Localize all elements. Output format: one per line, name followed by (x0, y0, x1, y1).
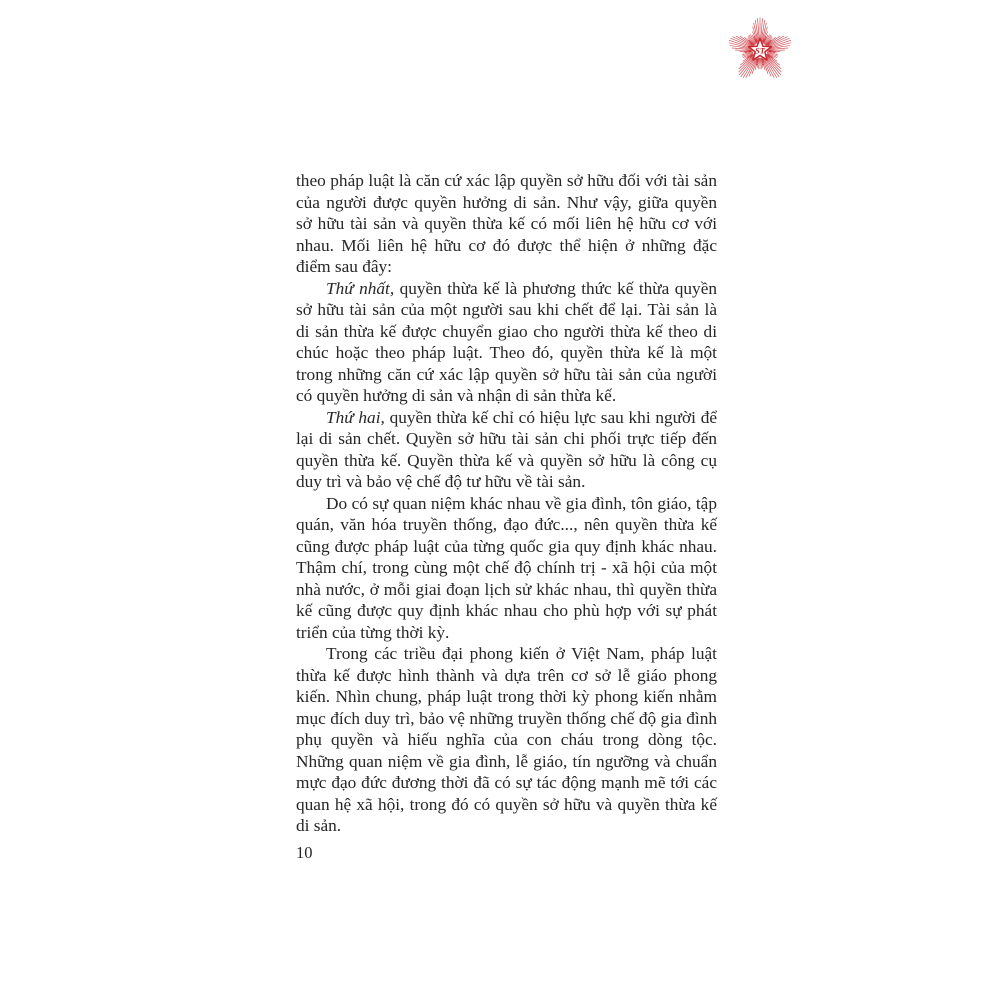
paragraph (296, 643, 717, 837)
paragraph-text: quyền thừa kế chỉ có hiệu lực sau khi người để lại di sản chết. Quyền sở hữu tài sản chi phối trực tiếp đến quyền thừa kế. Quyền thừa kế và quyền sở hữu là công cụ duy trì và bảo vệ chế độ tư hữu về tài sản. (296, 407, 718, 491)
paragraph (296, 278, 717, 407)
body-text (296, 170, 717, 837)
paragraph-text: quyền thừa kế là phương thức kế thừa quyền sở hữu tài sản của một người sau khi chết để lại. Tài sản là di sản thừa kế được chuyển giao cho người thừa kế theo di chúc hoặc theo pháp luật. Theo đó, quyền thừa kế là một trong những căn cứ xác lập quyền sở hữu tài sản của người có quyền hưởng di sản và nhận di sản thừa kế. (296, 278, 718, 405)
paragraph-lead-italic: Thứ hai, (326, 407, 385, 427)
star-burst-icon (726, 15, 794, 83)
publisher-star-logo (726, 15, 794, 83)
paragraph (296, 407, 717, 493)
page-number: 10 (296, 843, 313, 862)
paragraph-lead-italic: Thứ nhất, (326, 278, 395, 298)
publisher-monogram: ST (755, 45, 765, 56)
paragraph-text: Do có sự quan niệm khác nhau về gia đình, tôn giáo, tập quán, văn hóa truyền thống, đạo đức..., nên quyền thừa kế cũng được pháp luật của từng quốc gia quy định khác nhau. Thậm chí, trong cùng một chế độ chính trị - xã hội của một nhà nước, ở mỗi giai đoạn lịch sử khác nhau, thì quyền thừa kế cũng được quy định khác nhau cho phù hợp với sự phát triển của từng thời kỳ. (296, 493, 717, 642)
paragraph-text: Trong các triều đại phong kiến ở Việt Nam, pháp luật thừa kế được hình thành và dựa trên cơ sở lễ giáo phong kiến. Nhìn chung, pháp luật trong thời kỳ phong kiến nhằm mục đích duy trì, bảo vệ những truyền thống chế độ gia đình phụ quyền và hiếu nghĩa của con cháu trong dòng tộc. Những quan niệm về gia đình, lễ giáo, tín ngưỡng và chuẩn mực đạo đức đương thời đã có sự tác động mạnh mẽ tới các quan hệ xã hội, trong đó có quyền sở hữu và quyền thừa kế di sản. (296, 644, 717, 835)
paragraph-text: theo pháp luật là căn cứ xác lập quyền sở hữu đối với tài sản của người được quyền hưởng di sản. Như vậy, giữa quyền sở hữu tài sản và quyền thừa kế có mối liên hệ hữu cơ với nhau. Mối liên hệ hữu cơ đó được thể hiện ở những đặc điểm sau đây: (296, 171, 717, 276)
paragraph (296, 170, 717, 278)
paragraph (296, 493, 717, 644)
